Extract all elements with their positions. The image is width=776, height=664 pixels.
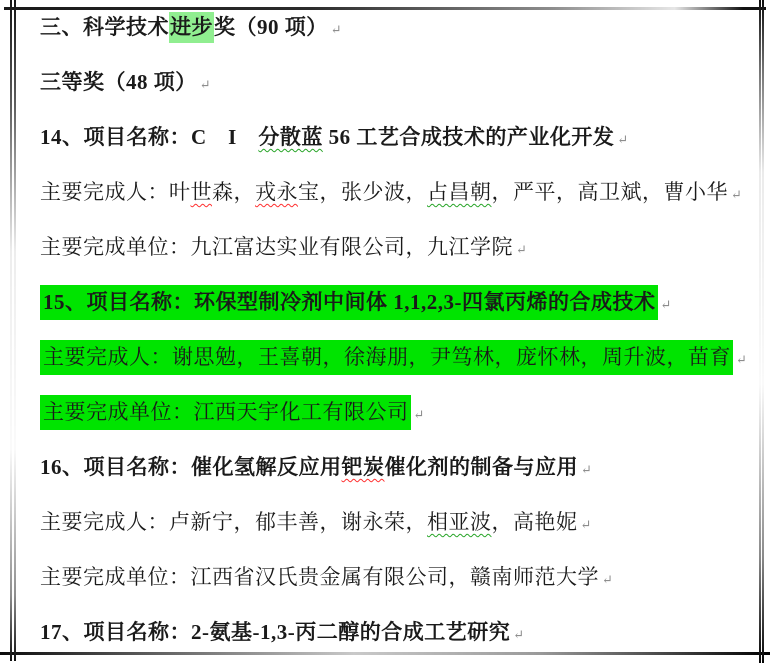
item-16-org-text: 主要完成单位：江西省汉氏贵金属有限公司，赣南师范大学 [40, 565, 599, 589]
document-text-area[interactable] [40, 16, 750, 664]
heading-third-prize-text: 三等奖（48 项） [40, 70, 197, 94]
item-15-title-text: 15、项目名称：环保型制冷剂中间体 1,1,2,3-四氯丙烯的合成技术 [40, 285, 658, 320]
item-14-title-text: 56 工艺合成技术的产业化开发 [322, 125, 615, 149]
item-14-people-text: 戎永 [255, 180, 298, 204]
page-border-top [4, 7, 766, 10]
page-border-right-outer [762, 0, 764, 663]
paragraph-mark-icon: ↵ [516, 242, 527, 257]
paragraph-mark-icon: ↵ [660, 297, 672, 312]
paragraph-mark-icon: ↵ [617, 132, 629, 147]
item-14-people-text: 森， [212, 180, 255, 204]
page-border-left-outer [10, 0, 12, 661]
heading-third-prize[interactable] [40, 71, 750, 96]
item-14-title[interactable] [40, 126, 750, 151]
item-16-org[interactable] [40, 566, 750, 591]
paragraph-mark-icon: ↵ [513, 627, 525, 642]
item-14-people[interactable] [40, 181, 750, 206]
item-14-title-text: 分散蓝 [258, 125, 323, 149]
item-14-title-text: 14、项目名称：C I [40, 125, 259, 149]
item-15-title[interactable] [40, 291, 750, 316]
item-16-people[interactable] [40, 511, 750, 536]
item-16-title-text: 钯炭 [341, 455, 385, 479]
item-15-people-text: 主要完成人：谢思勉，王喜朝，徐海朋，尹笃林，庞怀林，周升波，苗育 [40, 340, 733, 375]
item-16-people-text: 相亚波 [427, 510, 492, 534]
paragraph-mark-icon: ↵ [330, 22, 342, 37]
item-14-people-text: 主要完成人：叶 [40, 180, 191, 204]
paragraph-mark-icon: ↵ [581, 462, 592, 477]
heading-progress-award[interactable] [40, 16, 750, 41]
page-border-left-inner [14, 0, 16, 661]
page-border-right-inner [759, 0, 761, 663]
paragraph-mark-icon: ↵ [199, 77, 211, 92]
item-16-title[interactable] [40, 456, 750, 481]
item-14-org[interactable] [40, 236, 750, 261]
item-14-org-text: 主要完成单位：九江富达实业有限公司，九江学院 [40, 235, 513, 259]
item-14-people-text: ，严平，高卫斌，曹小华 [491, 180, 728, 204]
item-15-org-text: 主要完成单位：江西天宇化工有限公司 [40, 395, 411, 430]
paragraph-mark-icon: ↵ [602, 572, 613, 587]
item-14-people-text: 世 [190, 180, 212, 204]
item-14-people-text: 宝，张少波， [298, 180, 427, 204]
paragraph-mark-icon: ↵ [736, 352, 747, 367]
item-16-people-text: ，高艳妮 [491, 510, 578, 534]
paragraph-mark-icon: ↵ [580, 517, 592, 532]
item-16-title-text: 催化剂的制备与应用 [384, 455, 578, 479]
item-17-title[interactable] [40, 621, 750, 646]
paragraph-mark-icon: ↵ [413, 407, 425, 422]
heading-progress-award-text: 三、科学技术 [40, 15, 169, 39]
item-16-title-text: 16、项目名称：催化氢解反应用 [40, 455, 342, 479]
item-17-title-text: 17、项目名称：2-氨基-1,3-丙二醇的合成工艺研究 [40, 620, 511, 644]
heading-progress-award-text: 进步 [169, 12, 214, 43]
item-16-people-text: 主要完成人：卢新宁，郁丰善，谢永荣， [40, 510, 427, 534]
item-15-org[interactable] [40, 401, 750, 426]
item-15-people[interactable] [40, 346, 750, 371]
paragraph-mark-icon: ↵ [731, 187, 742, 202]
heading-progress-award-text: 奖（90 项） [214, 15, 328, 39]
item-14-people-text: 占昌朝 [427, 180, 492, 204]
